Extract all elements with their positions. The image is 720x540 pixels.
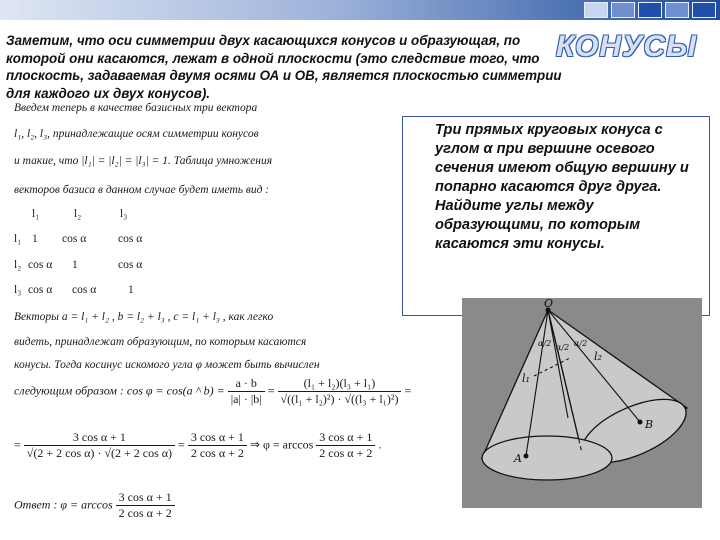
slide-title: КОНУСЫ [556,30,698,63]
fraction-denominator: 2 cos α + 2 [190,446,244,460]
cones-figure [462,298,702,508]
formula-prefix: следующим образом : cos φ = cos(a ^ b) = [14,383,225,398]
problem-text: Три прямых круговых конуса с углом α при вершине осевого сечения имеют общую вершину и попарно касаются друг друга. Найдите углы между образующими, по которым касаются эти конусы. [435,122,689,252]
cosine-formula-line [14,376,411,407]
implication: ⇒ φ = arccos [249,437,314,452]
solution-line: Введем теперь в качестве базисных три вектора [14,102,258,114]
solution-line: векторов базиса в данном случае будет иметь вид : [14,184,270,196]
label-half-angle: α/2 [538,339,552,348]
result-formula-line: = $\frac{\text{3 cos α + 1}}{\text{√(2 + 2 cos α) · √(2 + 2 cos α)}}$ = $\frac{\text{3 cos α + 1}}{\text{2 cos α + 2}}$ ⇒ φ = arccos $\frac{\text{3 cos α + 1}}{\text{2 cos α + 2}}$ . [14,430,382,460]
table-row-label: l₁ [14,233,22,245]
table-cell: cos α [28,259,53,271]
table-cell: 1 [128,284,134,296]
table-row-label: l₂ [14,259,22,271]
header-tile [692,2,716,18]
table-cell: cos α [118,259,143,271]
fraction-denominator: √(2 + 2 cos α) · √(2 + 2 cos α) [26,446,173,460]
table-cell: cos α [62,233,87,245]
point-B [638,420,643,425]
table-cell: 1 [72,259,78,271]
equals-sign: = [404,383,412,398]
table-header-cell: l₃ [120,208,128,220]
cone-left-base [482,436,612,480]
fraction-numerator: 3 cos α + 1 [188,430,247,446]
fraction-numerator: a · b [228,376,265,392]
equals-sign: = [267,383,275,398]
solution-line: видеть, принадлежат образующим, по которым касаются [14,336,307,348]
solution-line: l₁, l₂, l₃, принадлежащие осям симметрии конусов [14,128,259,140]
answer-prefix: Ответ : φ = arccos [14,497,113,512]
equals-sign: = [14,437,21,452]
table-header-cell: l₂ [74,208,82,220]
header-tiles [584,2,716,18]
fraction-denominator: 2 cos α + 2 [319,446,373,460]
fraction [188,430,247,461]
header-tile [584,2,608,18]
table-cell: cos α [72,284,97,296]
header-tile [665,2,689,18]
fraction [24,430,175,461]
problem-box [402,116,710,316]
solution-line: конусы. Тогда косинус искомого угла φ может быть вычислен [14,359,320,371]
table-cell: 1 [32,233,38,245]
answer-line [14,490,175,521]
equals-sign: = [178,437,185,452]
label-B: B [645,418,654,431]
fraction-denominator: √((l₁ + l₂)²) · √((l₃ + l₁)²) [280,392,399,406]
fraction [278,376,402,407]
fraction-numerator: 3 cos α + 1 [116,490,175,506]
fraction [116,490,175,521]
label-half-angle: α/2 [574,339,588,348]
header-bar [0,0,720,20]
label-l1: l₁ [522,372,530,385]
table-header-cell: l₁ [32,208,40,220]
fraction-numerator: 3 cos α + 1 [316,430,375,446]
label-A: A [514,452,522,465]
solution-line: Векторы a = l₁ + l₂ , b = l₂ + l₃ , c = l₁ + l₃ , как легко [14,311,274,323]
solution-line: и такие, что |l₁| = |l₂| = |l₃| = 1. Таблица умножения [14,155,273,167]
intro-paragraph: Заметим, что оси симметрии двух касающихся конусов и образующая, по которой они касаются, лежат в одной плоскости (это следствие того, что плоскость, задаваемая двумя осями ОА и ОВ, является плоскостью симметрии для каждого их двух конусов). [6,33,562,101]
fraction-denominator: 2 cos α + 2 [118,506,172,520]
header-tile [638,2,662,18]
label-O: O [544,298,554,310]
point-A [524,454,529,459]
fraction-numerator: (l₁ + l₂)(l₃ + l₁) [278,376,402,392]
table-cell: cos α [28,284,53,296]
fraction-denominator: |a| · |b| [230,392,262,406]
header-tile [611,2,635,18]
table-cell: cos α [118,233,143,245]
table-row-label: l₃ [14,284,22,296]
label-l2: l₂ [594,350,602,363]
fraction [316,430,375,461]
fraction-numerator: 3 cos α + 1 [24,430,175,446]
fraction [228,376,265,407]
label-half-angle: α/2 [556,343,570,352]
